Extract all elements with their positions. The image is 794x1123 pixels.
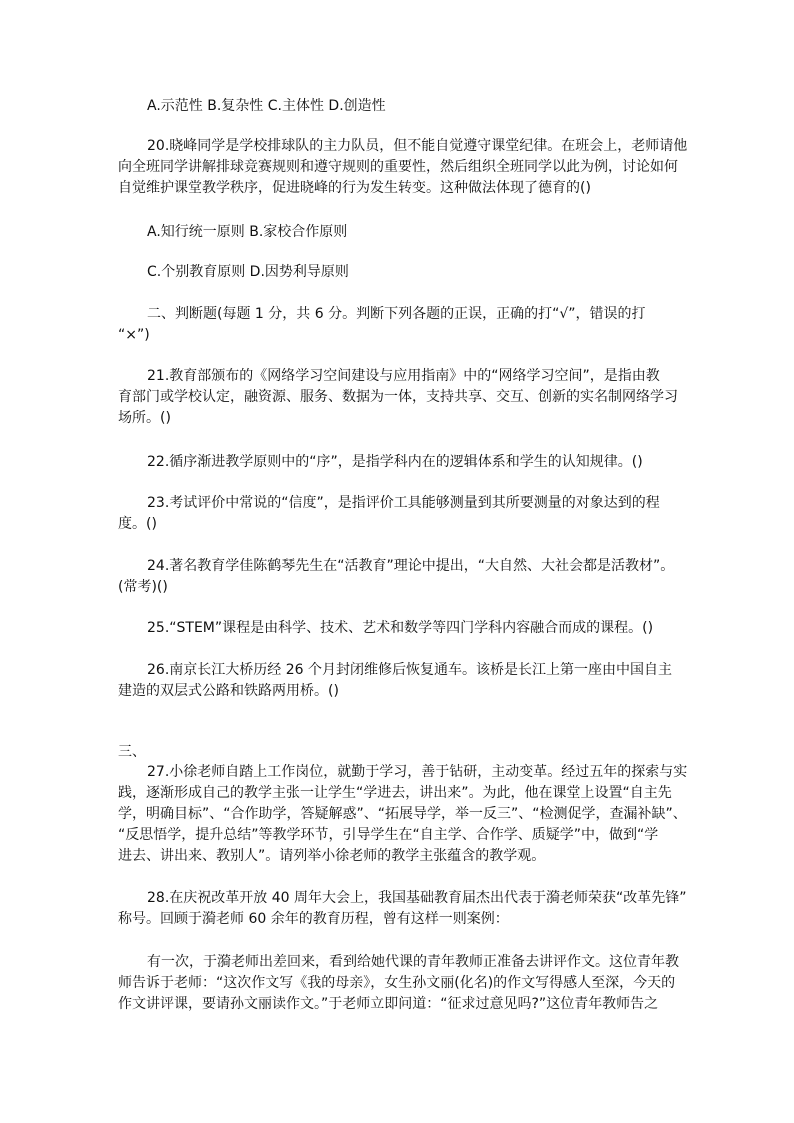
question-24: 24.著名教育学佳陈鹤琴先生在“活教育”理论中提出，“大自然、大社会都是活教材”。 (常考)() (118, 558, 675, 595)
section-2-heading: 二、判断题(每题 1 分，共 6 分。判断下列各题的正误，正确的打“√”，错误的打 “×”) (118, 306, 646, 343)
question-20: 20.晓峰同学是学校排球队的主力队员，但不能自觉遵守课堂纪律。在班会上，老师请他 向全班同学讲解排球竞赛规则和遵守规则的重要性，然后组织全班同学以此为例，讨论如何 自觉维护课堂教学秩序，促进晓峰的行为发生转变。这种做法体现了德育的() (118, 138, 688, 196)
question-25: 25.“STEM”课程是由科学、技术、艺术和数学等四门学科内容融合而成的课程。() (147, 620, 654, 636)
question-23: 23.考试评价中常说的“信度”，是指评价工具能够测量到其所要测量的对象达到的程 度。() (118, 495, 660, 532)
question-22: 22.循序渐进教学原则中的“序”，是指学科内在的逻辑体系和学生的认知规律。() (147, 454, 643, 470)
question-28-case: 有一次，于漪老师出差回来，看到给她代课的青年教师正准备去讲评作文。这位青年教 师告诉于老师：“这次作文写《我的母亲》，女生孙文丽(化名)的作文写得感人至深，今天的 作文讲评课，要请孙文丽读作文。”于老师立即问道：“征求过意见吗?”这位青年教师告之 (118, 954, 679, 1012)
section-3-heading: 三、 (118, 744, 146, 760)
q20-options-cd: C.个别教育原则 D.因势利导原则 (147, 264, 349, 280)
question-26: 26.南京长江大桥历经 26 个月封闭维修后恢复通车。该桥是长江上第一座由中国自主 建造的双层式公路和铁路两用桥。() (118, 662, 672, 699)
question-21: 21.教育部颁布的《网络学习空间建设与应用指南》中的“网络学习空间”，是指由教 育部门或学校认定，融资源、服务、数据为一体，支持共享、交互、创新的实名制网络学习 场所。() (118, 368, 678, 426)
q20-options-ab: A.知行统一原则 B.家校合作原则 (147, 224, 348, 240)
question-28: 28.在庆祝改革开放 40 周年大会上，我国基础教育届杰出代表于漪老师荣获“改革先锋” 称号。回顾于漪老师 60 余年的教育历程，曾有这样一则案例： (118, 890, 687, 927)
q19-options: A.示范性 B.复杂性 C.主体性 D.创造性 (147, 98, 386, 114)
question-27: 27.小徐老师自踏上工作岗位，就勤于学习，善于钻研，主动变革。经过五年的探索与实 践，逐渐形成自己的教学主张一让学生“学进去，讲出来”。为此，他在课堂上设置“自主先 学，明确目标”、“合作助学，答疑解惑”、“拓展导学，举一反三”、“检测促学，查漏补缺”、 “反思悟学，提升总结”等教学环节，引导学生在“自主学、合作学、质疑学”中，做到“学 进去、讲出来、教别人”。请列举小徐老师的教学主张蕴含的教学观。 (118, 764, 688, 864)
